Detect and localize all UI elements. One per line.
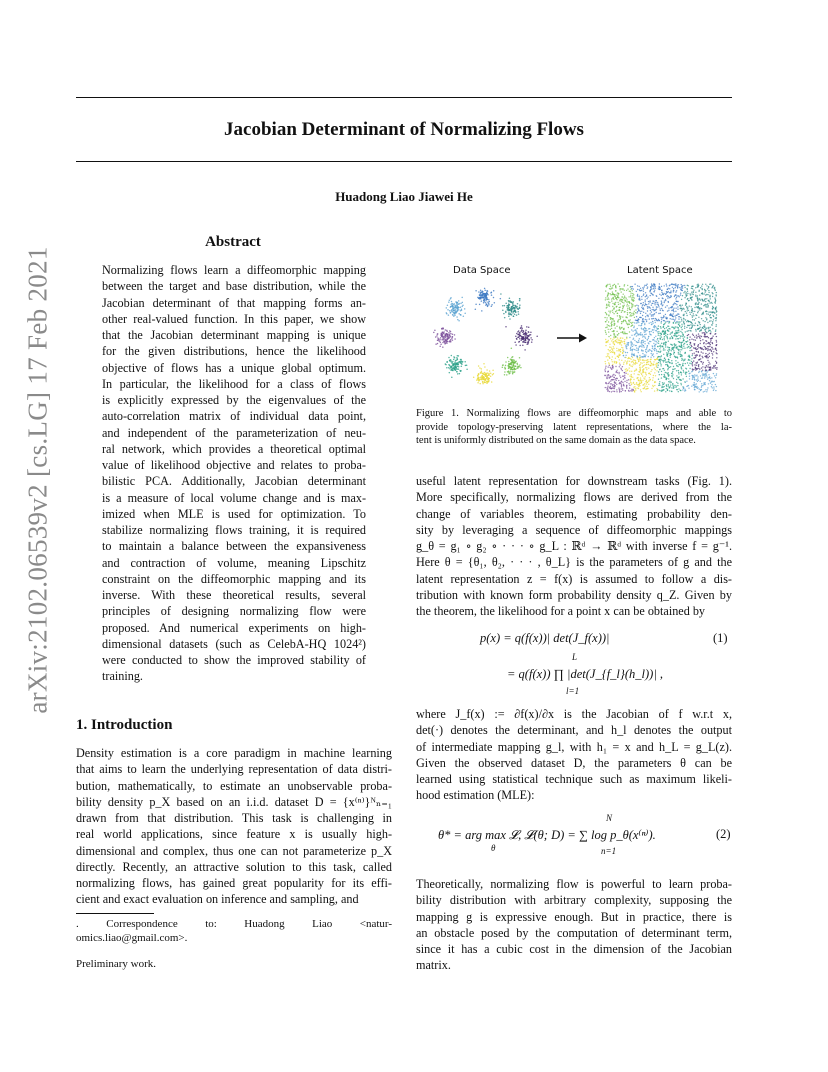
introduction-line: that aims to learn the underlying representation of data distri-	[76, 762, 392, 777]
abstract-line: bilistic PCA. Additionally, Jacobian determinant	[102, 474, 366, 489]
body-line: mapping g is expressive enough. But in practice, there is	[416, 909, 732, 924]
body-line: Given the observed dataset D, the parameters θ can be	[416, 755, 732, 770]
preliminary-note: Preliminary work.	[76, 958, 157, 970]
abstract-line: for the given distributions, hence the likelihood	[102, 344, 366, 359]
authors: Huadong Liao Jiawei He	[335, 189, 473, 204]
body-line: learned using statistical technique such as maximum likeli-	[416, 772, 732, 786]
equation-2-argmax-sub: θ	[491, 843, 496, 853]
abstract-line: that the Jacobian determinant mapping is unique	[102, 328, 366, 342]
abstract-line: ral network, which provides a theoretical optimal	[102, 441, 366, 456]
body-line: g_θ = g₁ ∘ g₂ ∘ · · · ∘ g_L : ℝᵈ → ℝᵈ with inverse f = g⁻¹.	[416, 539, 732, 553]
abstract-line: objective of flows has a unique global optimum.	[102, 360, 366, 375]
abstract-line: value of likelihood objective and relates to proba-	[102, 458, 366, 472]
body-line: det(·) denotes the determinant, and h_l denotes the output	[416, 723, 732, 738]
introduction-line: normalizing flows, has gained great popularity for its effi-	[76, 876, 392, 890]
introduction-line: bility density p_X based on an i.i.d. dataset D = {x⁽ⁿ⁾}ᴺₙ₌₁	[76, 794, 392, 809]
body-line: More specifically, normalizing flows are derived from the	[416, 490, 732, 505]
figure-caption-line: provide topology-preserving latent representations, where the la-	[416, 421, 732, 433]
abstract-line: other real-valued function. In this paper, we show	[102, 311, 366, 326]
body-line: bility distribution with arbitrary complexity, supposing the	[416, 893, 732, 908]
abstract-line: inverse. With these theoretical results, several	[102, 588, 366, 602]
equation-2-sum-top: N	[606, 813, 613, 823]
introduction-line: bution, mathematically, to estimate an unobservable proba-	[76, 778, 392, 793]
abstract-line: stabilize normalizing flows training, it is required	[102, 523, 366, 537]
body-line: latent representation z = f(x) is assumed to follow a dis-	[416, 571, 732, 586]
body-line: the theorem, the likelihood for a point x can be obtained by	[416, 604, 706, 618]
title-bottom-rule	[76, 161, 732, 162]
abstract-line: is explicitly expressed by the eigenvalues of the	[102, 393, 366, 407]
footnote-line: . Correspondence to: Huadong Liao <natur-	[76, 918, 392, 930]
arxiv-identifier[interactable]: arXiv:2102.06539v2 [cs.LG] 17 Feb 2021	[22, 246, 53, 714]
abstract-line: to maintain a balance between the expansiveness	[102, 539, 366, 554]
figure-caption-line: Figure 1. Normalizing flows are diffeomorphic maps and able to	[416, 408, 732, 419]
abstract-line: imized when MLE is used for optimization. To	[102, 506, 366, 521]
equation-2-number: (2)	[716, 827, 731, 841]
title-top-rule	[76, 97, 732, 98]
introduction-line: Density estimation is a core paradigm in machine learning	[76, 746, 392, 760]
data-space-scatter	[426, 282, 542, 392]
body-line: hood estimation (MLE):	[416, 788, 535, 803]
equation-2-sum-bottom: n=1	[601, 846, 617, 856]
body-line: of intermediate mapping g_l, with h₁ = x and h_L = g_L(z).	[416, 739, 732, 754]
abstract-line: Normalizing flows learn a diffeomorphic mapping	[102, 263, 366, 277]
abstract-line: between the target and base distribution, while the	[102, 279, 366, 294]
arrow-icon	[555, 332, 589, 344]
body-line: matrix.	[416, 958, 451, 973]
data-space-label: Data Space	[453, 265, 511, 276]
body-line: useful latent representation for downstream tasks (Fig. 1).	[416, 474, 732, 488]
paper-title: Jacobian Determinant of Normalizing Flows	[224, 119, 584, 140]
latent-space-scatter	[605, 284, 717, 392]
equation-1-line-1: p(x) = q(f(x))| det(J_f(x))|	[480, 631, 610, 645]
body-line: change of variables theorem, estimating probability den-	[416, 506, 732, 521]
equation-1-prod-bottom: l=1	[566, 686, 580, 696]
footnote-line: omics.liao@gmail.com>.	[76, 932, 188, 944]
figure-caption-line: tent is uniformly distributed on the same domain as the data space.	[416, 435, 696, 447]
introduction-line: dimensional and complex, thus one can not parameterize p_X	[76, 843, 392, 858]
body-line: since it has a cubic cost in the dimension of the Jacobian	[416, 942, 732, 956]
abstract-line: dimensional datasets (such as CelebA-HQ 1024²)	[102, 636, 366, 651]
body-line: an obstacle posed by the computation of determinant term,	[416, 925, 732, 940]
abstract-line: Jacobian determinant of that mapping forms an-	[102, 295, 366, 310]
equation-1-line-2: = q(f(x)) ∏ |det(J_{f_l}(h_l))| ,	[507, 667, 664, 681]
body-line: Here θ = {θ₁, θ₂, · · · , θ_L} is the parameters of g and the	[416, 555, 732, 570]
introduction-line: directly. Recently, an attractive solution to this task, called	[76, 859, 392, 874]
body-line: tribution with known form probability density q_Z. Given by	[416, 587, 732, 602]
abstract-heading: Abstract	[205, 234, 261, 250]
equation-1-number: (1)	[713, 631, 728, 645]
introduction-heading: 1. Introduction	[76, 717, 173, 733]
abstract-line: auto-correlation matrix of individual data point,	[102, 409, 366, 424]
body-line: Theoretically, normalizing flow is powerful to learn proba-	[416, 877, 732, 891]
abstract-line: training.	[102, 669, 143, 684]
body-line: sity by leveraging a sequence of diffeomorphic mappings	[416, 522, 732, 537]
introduction-line: real world applications, since feature x is usually high-	[76, 827, 392, 842]
abstract-line: and independent of the parameterization of neu-	[102, 425, 366, 440]
abstract-line: proposed. And numerical experiments on high-	[102, 620, 366, 635]
abstract-line: were conducted to show the improved stability of	[102, 653, 366, 667]
equation-2: θ* = arg max 𝓛, 𝓛(θ; D) = ∑ log p_θ(x⁽ⁿ⁾).	[438, 828, 656, 842]
introduction-line: drawn from that distribution. This task is challenging in	[76, 811, 392, 825]
abstract-line: and contraction of volume, meaning Lipschitz	[102, 555, 366, 570]
body-line: where J_f(x) := ∂f(x)/∂x is the Jacobian of f w.r.t x,	[416, 707, 732, 721]
introduction-line: cient and exact evaluation on inference and sampling, and	[76, 892, 359, 907]
equation-1-prod-top: L	[572, 652, 578, 662]
latent-space-label: Latent Space	[627, 265, 693, 276]
abstract-line: is a measure of local volume change and is max-	[102, 490, 366, 505]
abstract-line: In particular, the likelihood for a class of flows	[102, 376, 366, 391]
abstract-line: principles of designing normalizing flow were	[102, 604, 366, 619]
footnote-rule	[76, 913, 154, 914]
abstract-line: constraint on the diffeomorphic mapping and its	[102, 571, 366, 586]
